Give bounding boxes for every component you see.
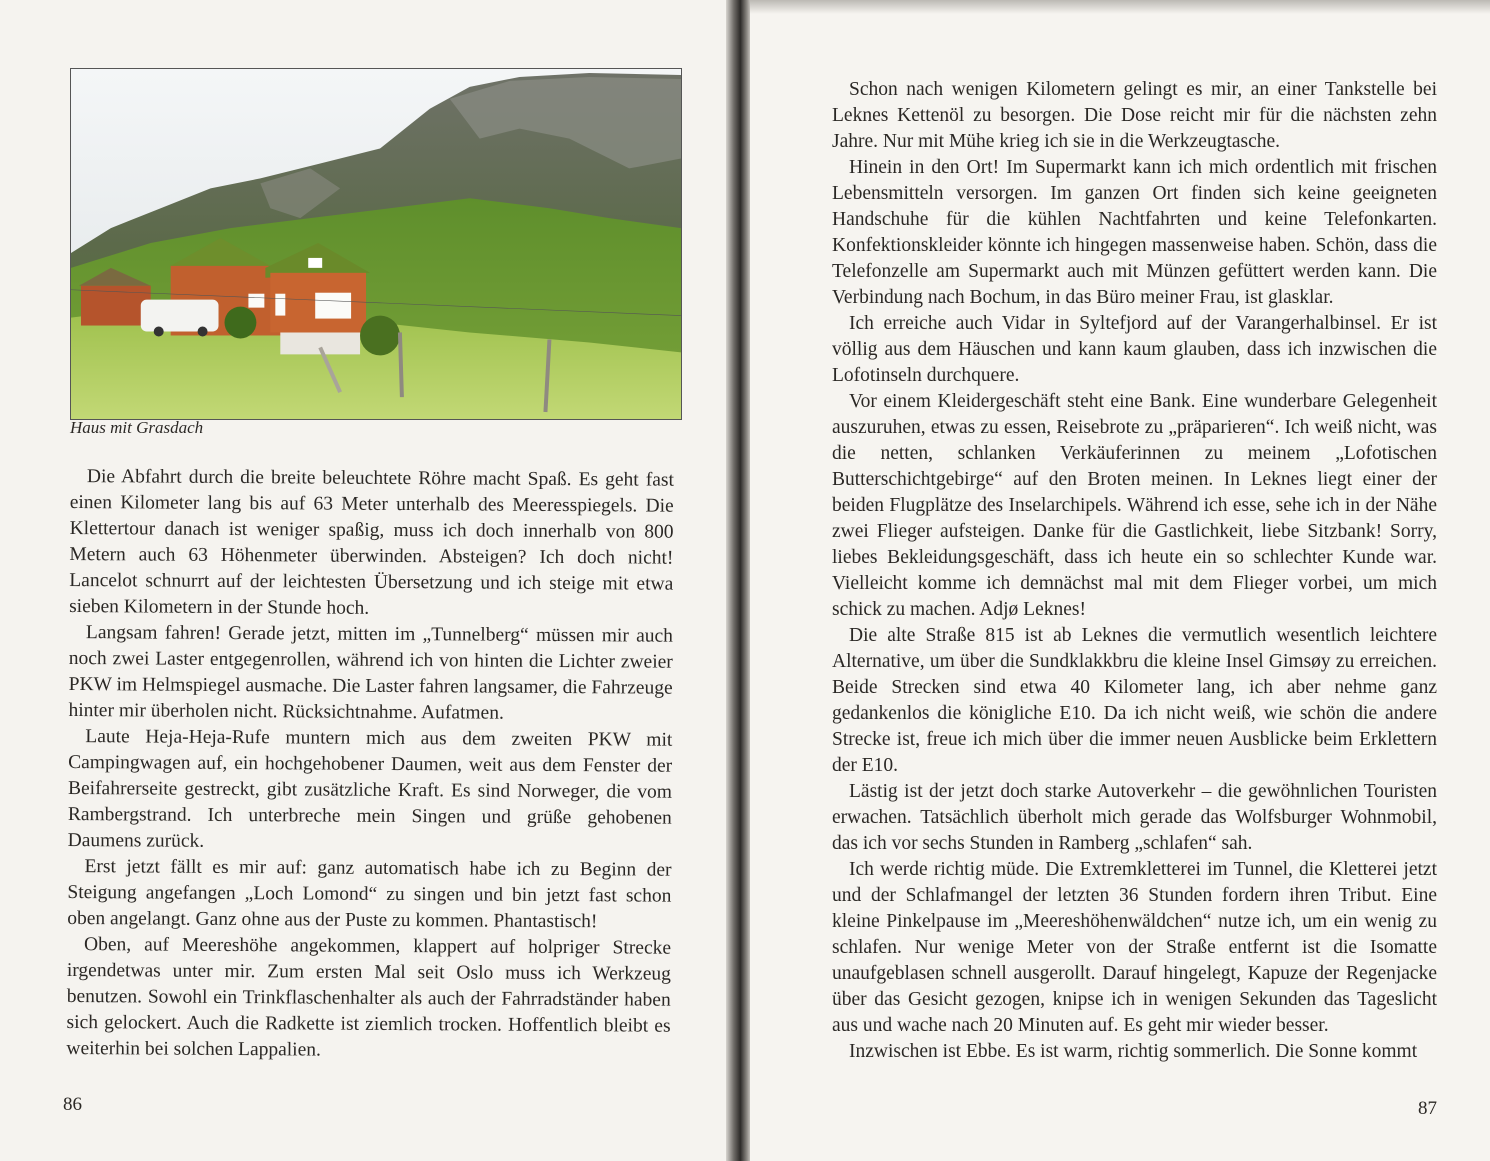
paragraph: Langsam fahren! Gerade jetzt, mitten im „Tunnelberg“ müssen mir auch noch zwei Laster entgegenrollen, während ich von hinten die Lichter zweier PKW im Helmspiegel ausmache. Die Laster fahren langsamer, die Fahrzeuge hinter mir überholen nicht. Rücksichtnahme. Aufatmen. bbox=[68, 622, 674, 724]
left-body-text bbox=[66, 464, 674, 1066]
paragraph: Schon nach wenigen Kilometern gelingt es mir, an einer Tankstelle bei Leknes Kettenöl zu besorgen. Die Dose reicht mir für die nächsten zehn Jahre. Nur mit Mühe krieg ich sie in die Werkzeugtasche. bbox=[832, 79, 1437, 152]
paragraph: Vor einem Kleidergeschäft steht eine Bank. Eine wunderbare Gelegenheit auszuruhen, etwas zu essen, Reisebrote zu „präparieren“. Ich weiß nicht, was die netten, schlanken Verkäuferinnen zu meinem „Lofotischen Butterschichtgebirge“ auf den Broten meinen. In Leknes liegt einer der beiden Flugplätze des Inselarchipels. Während ich esse, sehe ich in der Nähe zwei Flieger aufsteigen. Danke für die Gastlichkeit, liebe Sitzbank! Sorry, liebes Bekleidungsgeschäft, dass ich heute ein so schlechter Kunde war. Vielleicht komme ich demnächst mal mit dem Flieger vorbei, um mich schick zu machen. Adjø Leknes! bbox=[832, 391, 1437, 620]
paragraph: Erst jetzt fällt es mir auf: ganz automatisch habe ich zu Beginn der Steigung angefangen „Loch Lomond“ zu singen und bin jetzt fast schon oben angelangt. Ganz ohne aus der Puste zu kommen. Phantastisch! bbox=[67, 856, 672, 933]
photo-caption: Haus mit Grasdach bbox=[70, 418, 204, 437]
house-with-grass-roof-image bbox=[71, 69, 681, 419]
paragraph: Die alte Straße 815 ist ab Leknes die vermutlich wesentlich leichtere Alternative, um über die Sundklakkbru die kleine Insel Gimsøy zu erreichen. Beide Strecken sind etwa 40 Kilometer lang, ich aber nehme ganz gedankenlos die königliche E10. Da ich nicht weiß, wie schön die andere Strecke ist, freue ich mich über die immer neuen Ausblicke beim Erklettern der E10. bbox=[832, 625, 1437, 776]
left-page bbox=[0, 0, 730, 1161]
paragraph: Laute Heja-Heja-Rufe muntern mich aus dem zweiten PKW mit Campingwagen auf, ein hochgehobener Daumen, weit aus dem Fenster der Beifahrerseite gestreckt, gibt zusätzliche Kraft. Es sind Norweger, die vom Rambergstrand. Ich unterbreche mein Singen und grüße gehobenen Daumens zurück. bbox=[67, 726, 673, 852]
page-number-right: 87 bbox=[1418, 1098, 1437, 1119]
paragraph: Ich werde richtig müde. Die Extremkletterei im Tunnel, die Kletterei jetzt und der Schlafmangel der letzten 36 Stunden fordern ihren Tribut. Eine kleine Pinkelpause im „Meereshöhenwäldchen“ nutze ich, um ein wenig zu schlafen. Nur wenige Meter von der Straße entfernt ist die Isomatte unaufgeblasen schnell ausgerollt. Darauf hingelegt, Kapuze der Regenjacke über das Gesicht gezogen, knipse ich in wenigen Sekunden das Tageslicht aus und wache nach 20 Minuten auf. Es geht mir wieder besser. bbox=[832, 859, 1437, 1036]
paragraph: Hinein in den Ort! Im Supermarkt kann ich mich ordentlich mit frischen Lebensmitteln versorgen. Im ganzen Ort finden sich keine geeigneten Handschuhe für die kühlen Nachtfahrten und keine Telefonkarten. Konfektionskleider könnte ich hingegen massenweise haben. Schön, dass die Telefonzelle am Supermarkt auch mit Münzen gefüttert werden kann. Die Verbindung nach Bochum, in das Büro meiner Frau, ist glasklar. bbox=[832, 157, 1437, 308]
paragraph: Oben, auf Meereshöhe angekommen, klappert auf holpriger Strecke irgendetwas unter mir. Zum ersten Mal seit Oslo muss ich Werkzeug benutzen. Sowohl ein Trinkflaschenhalter als auch der Fahrradständer haben sich gelockert. Auch die Radkette ist ziemlich trocken. Hoffentlich bleibt es weiterhin bei solchen Lappalien. bbox=[66, 934, 672, 1061]
paragraph: Ich erreiche auch Vidar in Syltefjord auf der Varangerhalbinsel. Er ist völlig aus dem Häuschen und kann kaum glauben, dass ich inzwischen die Lofotinseln durchquere. bbox=[832, 313, 1437, 386]
right-body-text bbox=[832, 77, 1437, 1065]
page-shadow bbox=[750, 0, 1490, 14]
paragraph: Die Abfahrt durch die breite beleuchtete Röhre macht Spaß. Es geht fast einen Kilometer lang bis auf 63 Meter unterhalb des Meeresspiegels. Die Klettertour danach ist weniger spaßig, muss ich doch innerhalb von 800 Metern auch 63 Höhenmeter überwinden. Absteigen? Ich doch nicht! Lancelot schnurrt auf der leichtesten Übersetzung und ich steige mit etwa sieben Kilometern in der Stunde hoch. bbox=[69, 466, 674, 619]
paragraph: Lästig ist der jetzt doch starke Autoverkehr – die gewöhnlichen Touristen erwachen. Tatsächlich überholt mich gerade das Wolfsburger Wohnmobil, das ich vor sechs Stunden in Ramberg „schlafen“ sah. bbox=[832, 781, 1437, 854]
book-gutter bbox=[726, 0, 752, 1161]
page-number-left: 86 bbox=[63, 1094, 82, 1115]
paragraph: Inzwischen ist Ebbe. Es ist warm, richtig sommerlich. Die Sonne kommt bbox=[849, 1041, 1418, 1062]
house-photo bbox=[70, 68, 682, 420]
